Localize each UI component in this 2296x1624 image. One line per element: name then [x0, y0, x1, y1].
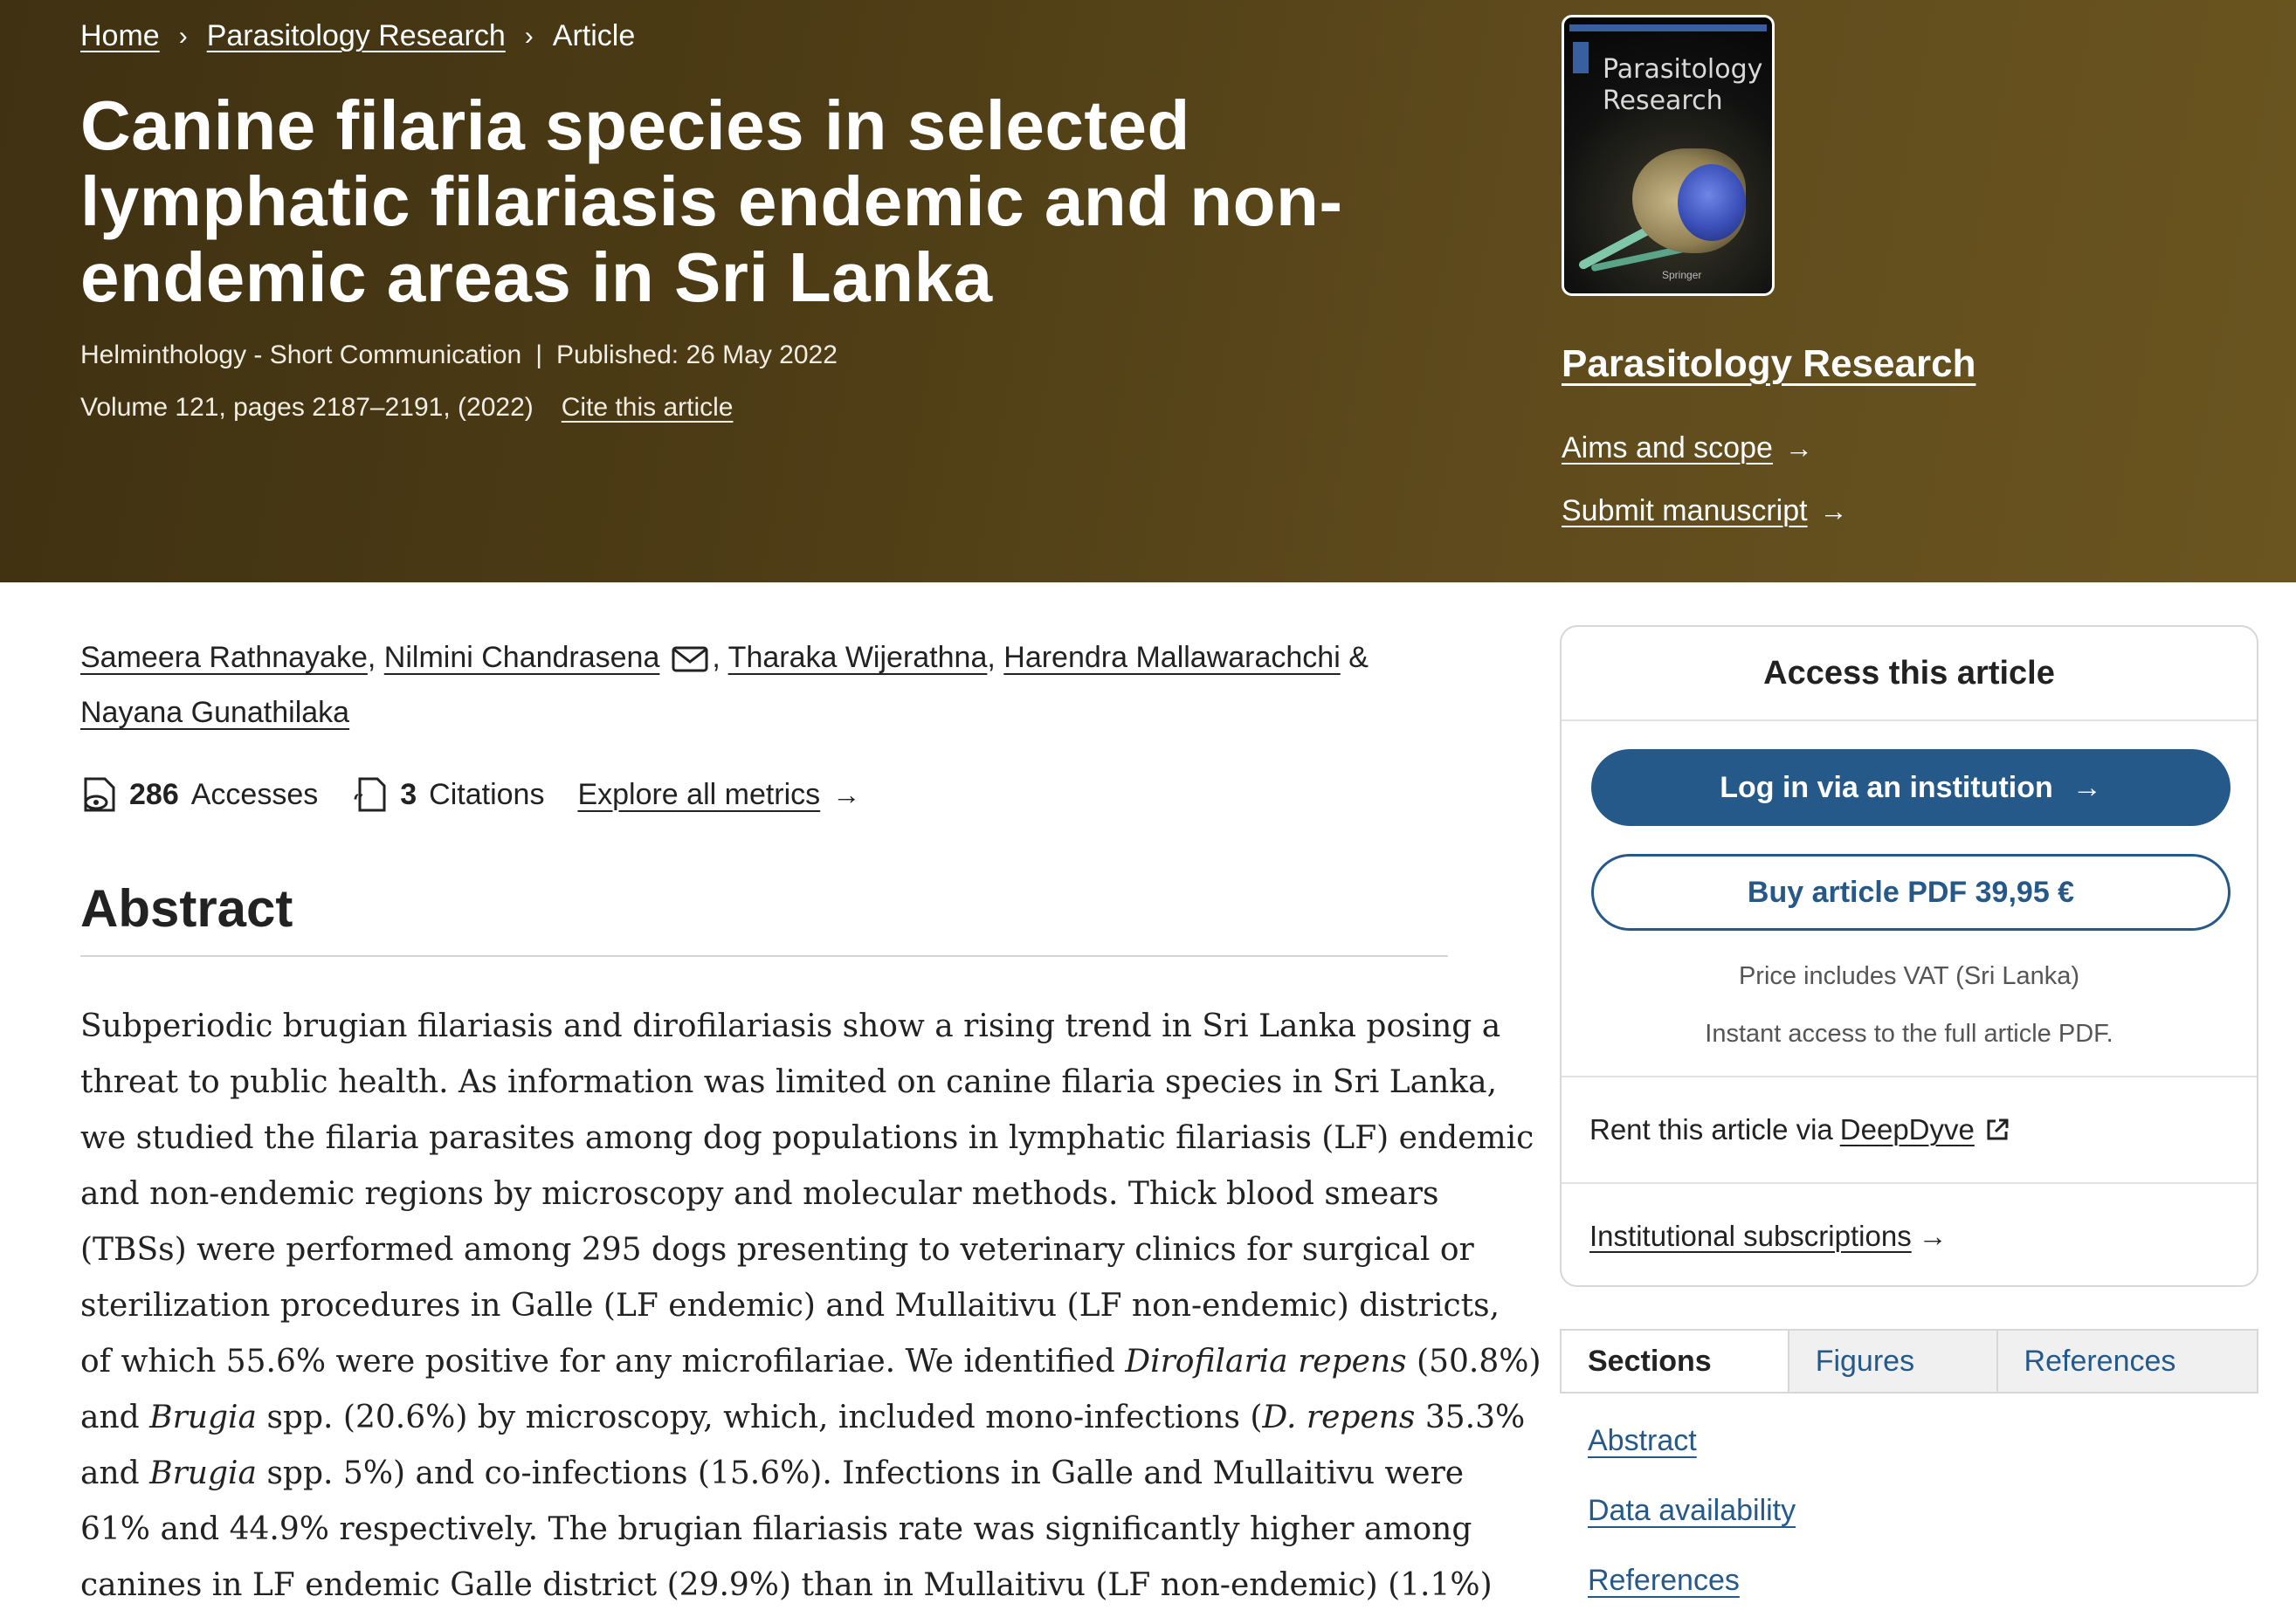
abstract-line: threat to public health. As information was limited on canine filaria species in Sri Lanka,: [80, 1064, 1498, 1100]
divider: [80, 955, 1448, 957]
article-meta: [80, 341, 838, 370]
external-link-icon[interactable]: [1985, 1118, 2010, 1142]
aims-and-scope-label: Aims and scope: [1562, 431, 1773, 464]
explore-metrics-link[interactable]: Explore all metrics: [577, 777, 821, 811]
species-name: Brugia: [149, 1400, 258, 1435]
mail-icon[interactable]: [672, 646, 708, 672]
sidebar-tabs: [1560, 1329, 2258, 1393]
abstract-line: and Brugia spp. (20.6%) by microscopy, which, included mono-infections (D. repens 35.3%: [80, 1400, 1526, 1435]
section-link-references[interactable]: References: [1588, 1564, 1740, 1597]
article-volume-row: [80, 393, 733, 423]
aims-and-scope-link[interactable]: [1562, 431, 1813, 465]
section-link-data-availability[interactable]: Data availability: [1588, 1494, 1796, 1527]
citations-label: Citations: [429, 777, 545, 811]
login-institution-button[interactable]: [1591, 749, 2230, 826]
species-name: Dirofilaria repens: [1125, 1344, 1407, 1380]
article-category: Helminthology - Short Communication: [80, 341, 522, 369]
species-name: D. repens: [1262, 1400, 1416, 1435]
arrow-right-icon: →: [1819, 495, 1848, 526]
breadcrumb: [80, 19, 635, 53]
abstract-line: canines in LF endemic Galle district (29.9%) than in Mullaitivu (LF non-endemic) (1.1%): [80, 1567, 1493, 1603]
abstract-line: and Brugia spp. 5%) and co-infections (15.6%). Infections in Galle and Mullaitivu were: [80, 1455, 1465, 1491]
article-header: [0, 0, 2296, 582]
svg-text:“: “: [353, 791, 364, 814]
breadcrumb-current: Article: [552, 19, 636, 52]
article-title: Canine filaria species in selected lymphatic filariasis endemic and non-endemic areas in Sri Lanka: [80, 86, 1343, 316]
price-note: Price includes VAT (Sri Lanka): [1738, 962, 2080, 990]
instant-access-note: Instant access to the full article PDF.: [1705, 1020, 2113, 1048]
arrow-right-icon: →: [832, 778, 861, 810]
tab-sections[interactable]: Sections: [1562, 1331, 1788, 1392]
author-link[interactable]: Harendra Mallawarachchi: [1003, 641, 1341, 674]
rent-row: [1562, 1076, 2257, 1182]
abstract-line: and non-endemic regions by microscopy and molecular methods. Thick blood smears: [80, 1176, 1439, 1212]
arrow-right-icon: →: [1918, 1220, 1948, 1252]
article-metrics: [80, 775, 860, 814]
cover-stripe: [1569, 24, 1767, 31]
arrow-right-icon: →: [2072, 770, 2102, 804]
access-title: Access this article: [1562, 627, 2257, 721]
author-link[interactable]: Nilmini Chandrasena: [383, 641, 660, 674]
submit-manuscript-label: Submit manuscript: [1562, 494, 1808, 527]
citations-metric: [351, 775, 544, 814]
species-name: Brugia: [149, 1455, 258, 1491]
access-panel: [1560, 625, 2258, 1287]
institutional-subscriptions-link[interactable]: [1562, 1182, 2257, 1287]
buy-pdf-label: Buy article PDF 39,95 €: [1747, 875, 2075, 909]
accesses-metric: [80, 775, 318, 814]
abstract-heading: Abstract: [80, 879, 293, 938]
published-date: Published: 26 May 2022: [556, 341, 838, 369]
breadcrumb-home-link[interactable]: Home: [80, 19, 160, 52]
section-navigation: [1588, 1414, 1796, 1624]
cover-publisher-logo: Springer: [1662, 269, 1702, 281]
abstract-line: sterilization procedures in Galle (LF endemic) and Mullaitivu (LF non-endemic) districts,: [80, 1288, 1500, 1324]
breadcrumb-journal-link[interactable]: Parasitology Research: [206, 19, 506, 52]
cover-title: Parasitology Research: [1603, 54, 1763, 116]
buy-pdf-button[interactable]: [1591, 854, 2230, 931]
abstract-line: 61% and 44.9% respectively. The brugian filariasis rate was significantly higher among: [80, 1511, 1472, 1547]
accesses-count: 286: [129, 777, 179, 811]
breadcrumb-separator-icon: ›: [178, 21, 188, 51]
arrow-right-icon: →: [1784, 432, 1813, 464]
journal-name-link[interactable]: Parasitology Research: [1562, 342, 1976, 385]
tab-references[interactable]: References: [1996, 1331, 2257, 1392]
abstract-line: we studied the filaria parasites among dog populations in lymphatic filariasis (LF) endemic: [80, 1120, 1534, 1156]
meta-divider: |: [535, 341, 543, 369]
abstract-text: [80, 999, 1541, 1614]
institutional-subscriptions-label: Institutional subscriptions: [1589, 1220, 1912, 1252]
section-link-abstract[interactable]: Abstract: [1588, 1424, 1697, 1457]
abstract-line: of which 55.6% were positive for any microfilariae. We identified Dirofilaria repens (50.8%): [80, 1344, 1541, 1380]
citations-count: 3: [400, 777, 417, 811]
cite-article-link[interactable]: Cite this article: [561, 393, 734, 422]
volume-pages: Volume 121, pages 2187–2191, (2022): [80, 393, 534, 422]
citations-icon: [351, 775, 390, 814]
tab-figures[interactable]: Figures: [1788, 1331, 1996, 1392]
author-and: &: [1348, 641, 1369, 674]
author-link[interactable]: Tharaka Wijerathna: [727, 641, 988, 674]
breadcrumb-separator-icon: ›: [524, 21, 534, 51]
submit-manuscript-link[interactable]: [1562, 494, 1848, 528]
accesses-icon: [80, 775, 119, 814]
cover-fly-eye: [1678, 164, 1746, 241]
author-link[interactable]: Sameera Rathnayake: [80, 641, 368, 674]
abstract-line: Subperiodic brugian filariasis and dirofilariasis show a rising trend in Sri Lanka posing a: [80, 1008, 1501, 1044]
rent-label: Rent this article via: [1589, 1113, 1833, 1146]
deepdyve-link[interactable]: DeepDyve: [1839, 1113, 1975, 1146]
author-list: Sameera Rathnayake, Nilmini Chandrasena , Tharaka Wijerathna, Harendra Mallawarachchi & Nayana Gunathilaka: [80, 641, 1369, 729]
cover-badge: [1573, 42, 1589, 73]
abstract-line: (TBSs) were performed among 295 dogs presenting to veterinary clinics for surgical or: [80, 1232, 1474, 1268]
login-institution-label: Log in via an institution: [1720, 770, 2053, 804]
journal-cover-image[interactable]: [1562, 15, 1775, 296]
accesses-label: Accesses: [190, 777, 319, 811]
author-link[interactable]: Nayana Gunathilaka: [80, 696, 350, 729]
